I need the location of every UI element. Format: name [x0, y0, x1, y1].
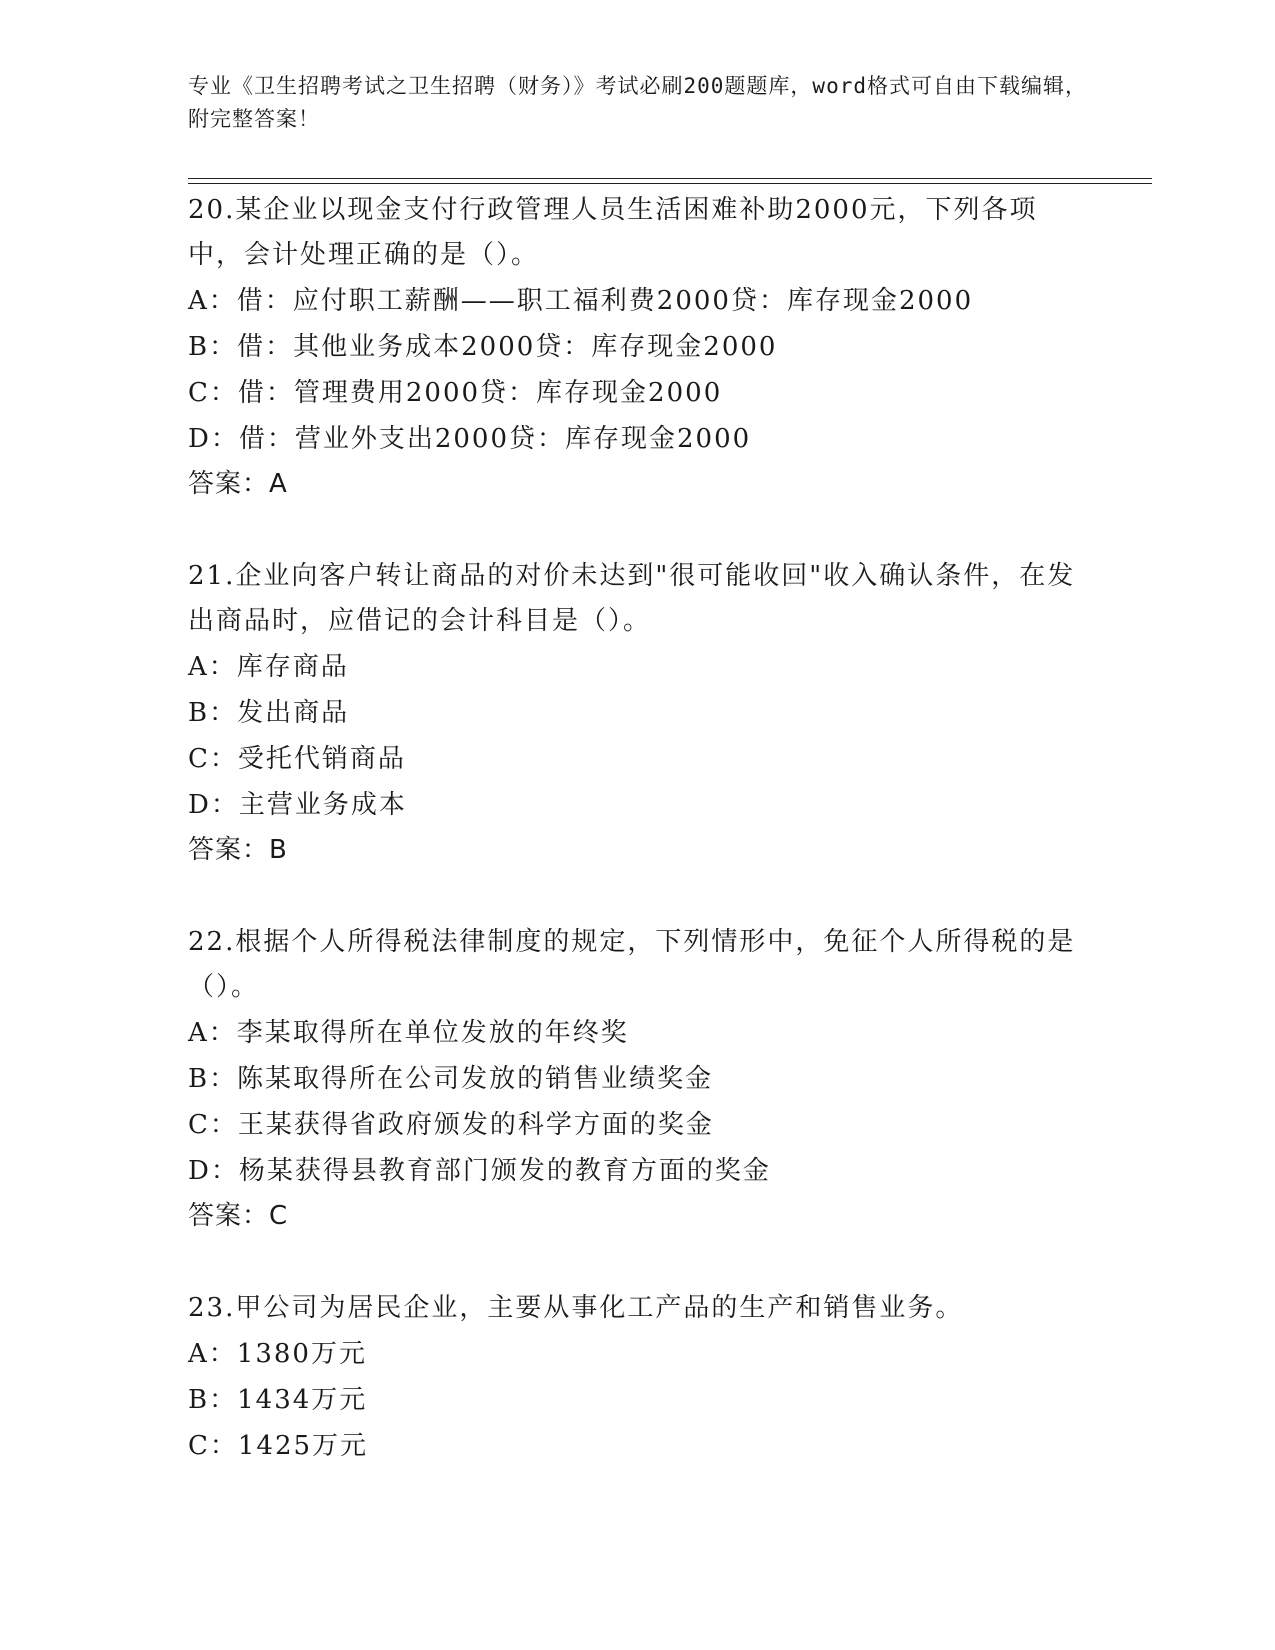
question-stem: 21.企业向客户转让商品的对价未达到"很可能收回"收入确认条件，在发出商品时，应借记的会计科目是（）。: [188, 561, 1076, 636]
question-20: [188, 188, 1088, 507]
header-divider-bottom: [188, 183, 1152, 184]
option-a: A：借：应付职工薪酬——职工福利费2000贷：库存现金2000: [188, 286, 974, 316]
option-c: C：王某获得省政府颁发的科学方面的奖金: [188, 1110, 714, 1140]
question-stem: 23.甲公司为居民企业，主要从事化工产品的生产和销售业务。: [188, 1293, 964, 1323]
header-divider-top: [188, 178, 1152, 179]
question-list: [188, 188, 1088, 1516]
option-c: C：借：管理费用2000贷：库存现金2000: [188, 378, 723, 408]
question-22: [188, 920, 1088, 1239]
option-b: B：1434万元: [188, 1385, 368, 1415]
option-c: C：1425万元: [188, 1431, 369, 1461]
option-c: C：受托代销商品: [188, 744, 406, 774]
answer-label: 答案：B: [188, 835, 288, 865]
question-stem: 20.某企业以现金支付行政管理人员生活困难补助2000元，下列各项中，会计处理正确的是（）。: [188, 195, 1038, 270]
question-21: [188, 554, 1088, 873]
option-d: D：杨某获得县教育部门颁发的教育方面的奖金: [188, 1156, 771, 1186]
option-a: A：1380万元: [188, 1339, 367, 1369]
option-b: B：陈某取得所在公司发放的销售业绩奖金: [188, 1064, 714, 1094]
option-b: B：发出商品: [188, 698, 350, 728]
document-intro: 专业《卫生招聘考试之卫生招聘（财务）》考试必刷200题题库，word格式可自由下载编辑，附完整答案！: [188, 74, 1087, 131]
option-a: A：李某取得所在单位发放的年终奖: [188, 1018, 629, 1048]
option-a: A：库存商品: [188, 652, 349, 682]
option-d: D：借：营业外支出2000贷：库存现金2000: [188, 424, 752, 454]
answer-label: 答案：A: [188, 469, 288, 499]
option-d: D：主营业务成本: [188, 790, 407, 820]
option-b: B：借：其他业务成本2000贷：库存现金2000: [188, 332, 778, 362]
answer-label: 答案：C: [188, 1201, 289, 1231]
question-stem: 22.根据个人所得税法律制度的规定，下列情形中，免征个人所得税的是（）。: [188, 927, 1076, 1002]
question-23: [188, 1286, 1088, 1469]
